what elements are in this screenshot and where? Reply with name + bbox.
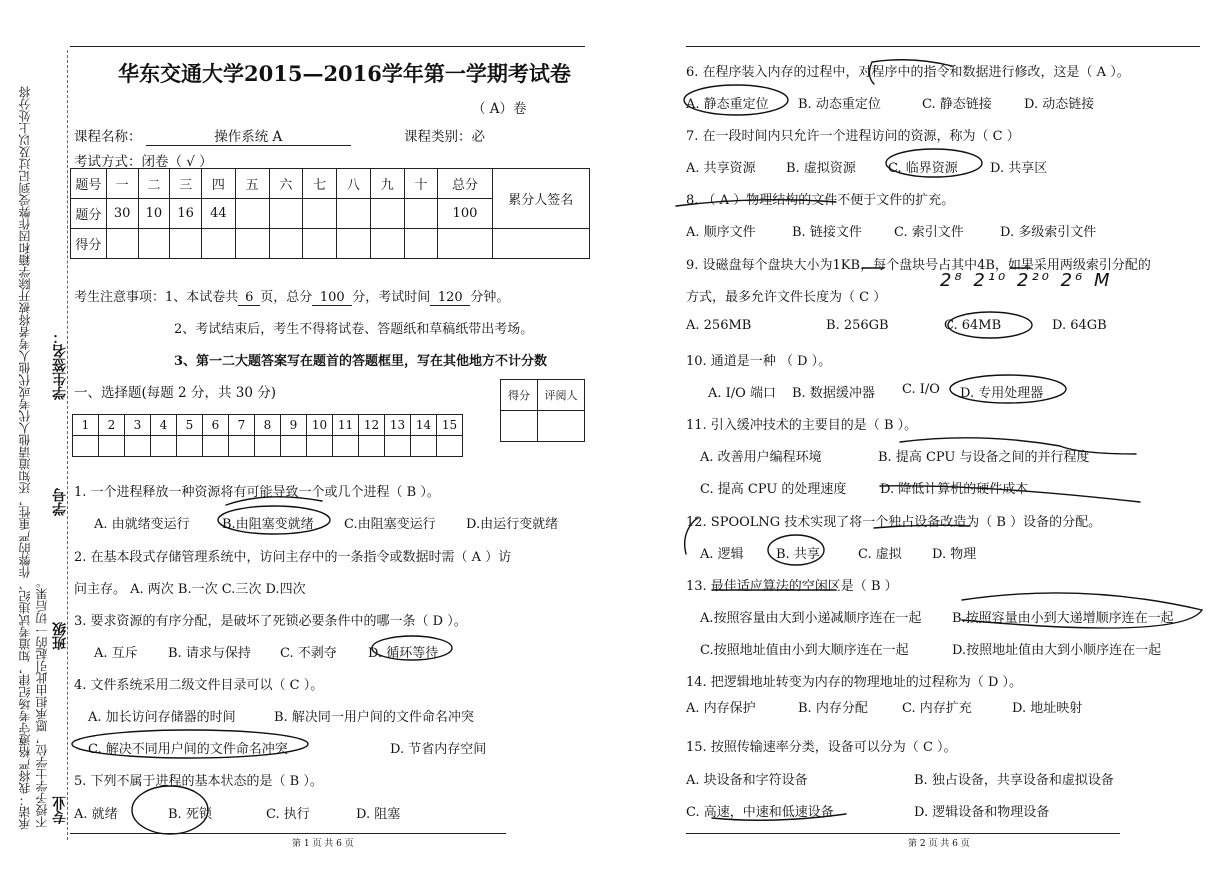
q11-option-d: D. 降低计算机的硬件成本: [880, 482, 1029, 497]
score-cell: [303, 199, 337, 229]
q6-option-a: A. 静态重定位: [686, 97, 769, 112]
q12-option-a: A. 逻辑: [700, 547, 744, 562]
q7-stem: 7. 在一段时间内只允许一个进程访问的资源，称为（ C ）: [686, 129, 1020, 144]
score-cell: [492, 229, 589, 259]
answer-cell: [255, 436, 281, 457]
q10-option-a: A. I/O 端口: [708, 386, 776, 401]
score-cell: 44: [201, 199, 235, 229]
q3-option-c: C. 不剥夺: [280, 646, 337, 661]
q10-stem: 10. 通道是一种 （ D ）。: [686, 354, 832, 369]
note-1: [74, 286, 509, 306]
pledge-text-2: 不授予学士学位，愿承担由此引起的一切后果。: [35, 576, 49, 828]
answer-number: 8: [255, 415, 281, 436]
answer-cell: [73, 436, 99, 457]
q3-option-b: B. 请求与保持: [168, 646, 251, 661]
page-footer-right: 第 2 页 共 6 页: [908, 839, 970, 849]
answer-number: 12: [359, 415, 385, 436]
q7-option-a: A. 共享资源: [686, 161, 756, 176]
q1-option-d: D.由运行变就绪: [466, 517, 559, 532]
score-table: [70, 168, 590, 259]
q7-option-c: C. 临界资源: [888, 161, 958, 176]
major-label: 专业: [52, 796, 68, 824]
score-cell: 得分: [71, 229, 107, 259]
q13-option-b: B.按照容量由小到大递增顺序连在一起: [952, 611, 1174, 626]
answer-number: 11: [333, 415, 359, 436]
bottom-rule-right: [686, 833, 1120, 834]
q5-stem: 5. 下列不属于进程的基本状态的是（ B ）。: [74, 774, 323, 789]
paper-version: （ A）卷: [472, 101, 527, 117]
q13-option-c: C.按照地址值由小到大顺序连在一起: [700, 643, 909, 658]
grade-reviewer-cell: [538, 411, 585, 442]
score-cell: 100: [438, 199, 492, 229]
q6-option-d: D. 动态链接: [1024, 97, 1095, 112]
q14-option-b: B. 内存分配: [798, 701, 868, 716]
score-cell: [337, 199, 371, 229]
q8-option-d: D. 多级索引文件: [1000, 225, 1097, 240]
answer-number: 1: [73, 415, 99, 436]
q10-option-b: B. 数据缓冲器: [792, 386, 875, 401]
note-1-pages: 6: [238, 290, 260, 306]
q1-option-b: B.由阻塞变就绪: [222, 517, 314, 532]
score-cell: 二: [138, 169, 170, 199]
answer-cell: [281, 436, 307, 457]
score-cell: 三: [170, 169, 202, 199]
q11-option-a: A. 改善用户编程环境: [700, 450, 822, 465]
answer-number: 15: [437, 415, 463, 436]
q5-option-d: D. 阻塞: [356, 807, 401, 822]
note-1-text-b: 页，总分: [260, 290, 313, 305]
score-cell: [235, 199, 269, 229]
grade-box: [500, 379, 585, 442]
q8-option-c: C. 索引文件: [894, 225, 964, 240]
answer-cell: [229, 436, 255, 457]
pledge-text-1: 承诺：我将严格遵守考场纪律，知道考试违纪、作弊的严重性，还知道请他人代考或代他人考者将被开除学籍和因作弊受到记过及以上处分将: [18, 86, 32, 830]
note-1-text-c: 分，考试时间: [352, 290, 431, 305]
score-cell: 总分: [438, 169, 492, 199]
course-name-value: 操作系统 A: [146, 125, 351, 146]
q8-option-b: B. 链接文件: [792, 225, 862, 240]
q9-option-d: D. 64GB: [1052, 318, 1107, 333]
page-footer-left: 第 1 页 共 6 页: [292, 839, 354, 849]
q7-option-d: D. 共享区: [990, 161, 1048, 176]
binding-line: [67, 50, 68, 840]
course-name-row: [74, 125, 351, 146]
score-row-earned: [71, 229, 590, 259]
score-cell: 九: [370, 169, 404, 199]
q4-stem: 4. 文件系统采用二级文件目录可以（ C ）。: [74, 678, 324, 693]
grade-reviewer-label: 评阅人: [538, 380, 585, 411]
score-cell: 16: [170, 199, 202, 229]
score-cell: [106, 229, 138, 259]
score-cell: 四: [201, 169, 235, 199]
score-cell: 题号: [71, 169, 107, 199]
q15-option-d: D. 逻辑设备和物理设备: [914, 805, 1050, 820]
q10-option-c: C. I/O: [902, 382, 940, 397]
q3-option-d: D. 循环等待: [368, 646, 439, 661]
score-cell: [404, 229, 438, 259]
class-label: 班级: [52, 622, 68, 650]
q1-option-a: A. 由就绪变运行: [94, 517, 190, 532]
score-cell: 一: [106, 169, 138, 199]
q7-option-b: B. 虚拟资源: [786, 161, 856, 176]
score-cell: [235, 229, 269, 259]
note-1-time: 120: [430, 290, 470, 306]
score-cell: 六: [269, 169, 303, 199]
grade-score-cell: [501, 411, 538, 442]
answer-number: 14: [411, 415, 437, 436]
q4-option-a: A. 加长访问存储器的时间: [88, 710, 236, 725]
score-cell: 30: [106, 199, 138, 229]
q9-stem: 9. 设磁盘每个盘块大小为1KB，每个盘块号占其中4B，如果采用两级索引分配的: [686, 258, 1151, 273]
q13-option-d: D.按照地址值由大到小顺序连在一起: [952, 643, 1162, 658]
top-rule-right: [686, 46, 1200, 47]
q6-option-c: C. 静态链接: [922, 97, 992, 112]
top-rule-left: [70, 46, 585, 47]
q2-stem: 2. 在基本段式存储管理系统中，访问主存中的一条指令或数据时需（ A ）访: [74, 550, 512, 565]
q8-stem: 8. （ A ）物理结构的文件不便于文件的扩充。: [686, 193, 955, 208]
note-3: 3、第一二大题答案写在题首的答题框里，写在其他地方不计分数: [174, 354, 548, 369]
answer-number: 6: [203, 415, 229, 436]
q5-option-c: C. 执行: [266, 807, 310, 822]
answer-number: 4: [151, 415, 177, 436]
q9-option-c: C. 64MB: [944, 318, 1002, 333]
exam-mode: 考试方式：闭卷（ √ ）: [74, 154, 213, 170]
q12-option-d: D. 物理: [932, 547, 977, 562]
q3-option-a: A. 互斥: [94, 646, 138, 661]
q6-stem: 6. 在程序装入内存的过程中，对程序中的指令和数据进行修改，这是（ A ）。: [686, 65, 1130, 80]
score-cell: 八: [337, 169, 371, 199]
note-1-text-d: 分钟。: [470, 290, 510, 305]
q12-option-c: C. 虚拟: [858, 547, 902, 562]
section-1-heading: 一、选择题(每题 2 分，共 30 分): [74, 385, 276, 401]
student-number-label: 学号: [52, 488, 68, 516]
score-cell: [370, 229, 404, 259]
score-cell: [201, 229, 235, 259]
q4-option-d: D. 节省内存空间: [390, 742, 487, 757]
bottom-rule-left: [70, 833, 506, 834]
answer-cell: [177, 436, 203, 457]
q4-option-b: B. 解决同一用户间的文件命名冲突: [274, 710, 474, 725]
q1-stem: 1. 一个进程释放一种资源将有可能导致一个或几个进程（ B ）。: [74, 485, 440, 500]
grade-score-label: 得分: [501, 380, 538, 411]
signer-cell: 累分人签名: [492, 169, 589, 229]
score-cell: [303, 229, 337, 259]
q11-stem: 11. 引入缓冲技术的主要目的是（ B ）。: [686, 418, 918, 433]
q11-option-c: C. 提高 CPU 的处理速度: [700, 482, 847, 497]
answer-cell: [99, 436, 125, 457]
answer-cell: [437, 436, 463, 457]
q9-option-a: A. 256MB: [686, 318, 752, 333]
score-row-number: [71, 169, 590, 199]
score-cell: [337, 229, 371, 259]
q8-option-a: A. 顺序文件: [686, 225, 756, 240]
answer-grid: [72, 414, 463, 457]
q14-stem: 14. 把逻辑地址转变为内存的物理地址的过程称为（ D ）。: [686, 675, 1022, 690]
score-cell: [269, 229, 303, 259]
q9-stem-line2: 方式，最多允许文件长度为（ C ）: [686, 290, 887, 305]
answer-cell: [203, 436, 229, 457]
q5-option-b: B. 死锁: [168, 807, 212, 822]
q13-stem: 13. 最佳适应算法的空闲区是（ B ）: [686, 579, 898, 594]
q11-option-b: B. 提高 CPU 与设备之间的并行程度: [878, 450, 1090, 465]
answer-number: 7: [229, 415, 255, 436]
q13-option-a: A.按照容量由大到小递减顺序连在一起: [700, 611, 922, 626]
answer-number: 3: [125, 415, 151, 436]
score-cell: [404, 199, 438, 229]
course-name-label: 课程名称：: [74, 129, 142, 145]
answer-blank-row: [73, 436, 463, 457]
q9-option-b: B. 256GB: [826, 318, 889, 333]
score-cell: 七: [303, 169, 337, 199]
student-signature-label: 学生签名：: [52, 330, 68, 400]
score-cell: 10: [138, 199, 170, 229]
q1-option-c: C.由阻塞变运行: [344, 517, 436, 532]
exam-title: 华东交通大学2015—2016学年第一学期考试卷: [118, 61, 571, 86]
answer-cell: [359, 436, 385, 457]
q14-option-c: C. 内存扩充: [902, 701, 972, 716]
answer-cell: [385, 436, 411, 457]
course-type: 课程类别：必: [404, 129, 485, 145]
score-cell: [170, 229, 202, 259]
q6-option-b: B. 动态重定位: [798, 97, 881, 112]
answer-cell: [151, 436, 177, 457]
q4-option-c: C. 解决不同用户间的文件命名冲突: [88, 742, 288, 757]
answer-cell: [307, 436, 333, 457]
answer-number: 10: [307, 415, 333, 436]
note-2: 2、考试结束后，考生不得将试卷、答题纸和草稿纸带出考场。: [174, 322, 534, 337]
score-cell: 五: [235, 169, 269, 199]
q14-option-d: D. 地址映射: [1012, 701, 1083, 716]
answer-cell: [333, 436, 359, 457]
q14-option-a: A. 内存保护: [686, 701, 756, 716]
q15-stem: 15. 按照传输速率分类，设备可以分为（ C ）。: [686, 740, 957, 755]
score-cell: [370, 199, 404, 229]
note-1-text-a: 考生注意事项：1、本试卷共: [74, 290, 239, 305]
q15-option-c: C. 高速，中速和低速设备: [686, 805, 834, 820]
answer-number-row: [73, 415, 463, 436]
q15-option-a: A. 块设备和字符设备: [686, 773, 808, 788]
q9-handwritten-scribble: 2⁸ 2¹⁰ 2²⁰ 2⁶ M: [940, 270, 1113, 291]
q2-options: 问主存。 A. 两次 B.一次 C.三次 D.四次: [74, 582, 306, 597]
answer-number: 5: [177, 415, 203, 436]
answer-cell: [411, 436, 437, 457]
answer-number: 13: [385, 415, 411, 436]
note-1-total: 100: [312, 290, 352, 306]
q10-option-d: D. 专用处理器: [960, 386, 1044, 401]
score-cell: [269, 199, 303, 229]
answer-cell: [125, 436, 151, 457]
q12-option-b: B. 共享: [776, 547, 820, 562]
score-cell: [438, 229, 492, 259]
q15-option-b: B. 独占设备，共享设备和虚拟设备: [914, 773, 1114, 788]
answer-number: 9: [281, 415, 307, 436]
q5-option-a: A. 就绪: [74, 807, 118, 822]
q3-stem: 3. 要求资源的有序分配，是破坏了死锁必要条件中的哪一条（ D ）。: [74, 614, 467, 629]
score-cell: 十: [404, 169, 438, 199]
answer-number: 2: [99, 415, 125, 436]
q12-stem: 12. SPOOLNG 技术实现了将一个独占设备改造为（ B ）设备的分配。: [686, 515, 1102, 530]
score-cell: [138, 229, 170, 259]
score-cell: 题分: [71, 199, 107, 229]
